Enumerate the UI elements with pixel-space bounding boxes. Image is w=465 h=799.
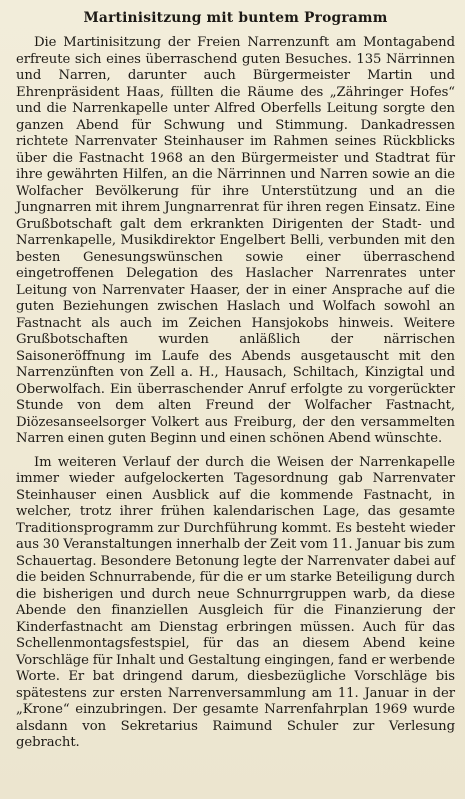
article-paragraph-1: Die Martinisitzung der Freien Narrenzunft am Montagabend erfreute sich eines überraschend guten Besuches. 135 Närrinnen und Narren, darunter auch Bürgermeister Martin und Ehrenpräsident Haas, füllten die Räume des „Zähringer Hofes“ und die Narrenkapelle unter Alfred Oberfells Leitung sorgte den ganzen Abend für Schwung und Stimmung. Dankadressen richtete Narrenvater Steinhauser im Rahmen seines Rückblicks über die Fastnacht 1968 an den Bürgermeister und Stadtrat für ihre gewährten Hilfen, an die Närrinnen und Narren sowie an die Wolfacher Bevölkerung für ihre Unterstützung und an die Jungnarren mit ihrem Jungnarrenrat für ihren regen Einsatz. Eine Grußbotschaft galt dem erkrankten Dirigenten der Stadt- und Narrenkapelle, Musikdirektor Engelbert Belli, verbunden mit den besten Genesungswünschen sowie einer überraschend eingetroffenen Delegation des Haslacher Narrenrates unter Leitung von Narrenvater Haaser, der in einer Ansprache auf die guten Beziehungen zwischen Haslach und Wolfach sowohl an Fastnacht als auch im Zeichen Hansjokobs hinweis. Weitere Grußbotschaften wurden anläßlich der närrischen Saisoneröffnung im Laufe des Abends ausgetauscht mit den Narrenzünften von Zell a. H., Hausach, Schiltach, Kinzigtal und Oberwolfach. Ein überraschender Anruf erfolgte zu vorgerückter Stunde von dem alten Freund der Wolfacher Fastnacht, Diözesanseelsorger Volkert aus Freiburg, der den versammelten Narren einen guten Beginn und einen schönen Abend wünschte. <box>16 35 455 446</box>
article-paragraph-2: Im weiteren Verlauf der durch die Weisen der Narrenkapelle immer wieder aufgelockerten Tagesordnung gab Narrenvater Steinhauser einen Ausblick auf die kommende Fastnacht, in welcher, trotz ihrer frühen kalendarischen Lage, das gesamte Traditionsprogramm zur Durchführung kommt. Es besteht wieder aus 30 Veranstaltungen innerhalb der Zeit vom 11. Januar bis zum Schauertag. Besondere Betonung legte der Narrenvater dabei auf die beiden Schnurrabende, für die er um starke Beteiligung durch die bisherigen und durch neue Schnurrgruppen warb, da diese Abende den finanziellen Ausgleich für die Finanzierung der Kinderfastnacht am Dienstag erbringen müssen. Auch für das Schellenmontagsfestspiel, für das an diesem Abend keine Vorschläge für Inhalt und Gestaltung eingingen, fand er werbende Worte. Er bat dringend darum, diesbezügliche Vorschläge bis spätestens zur ersten Narrenversammlung am 11. Januar in der „Krone“ einzubringen. Der gesamte Narrenfahrplan 1969 wurde alsdann von Sekretarius Raimund Schuler zur Verlesung gebracht. <box>16 454 455 750</box>
article-title: Martinisitzung mit buntem Programm <box>83 10 388 26</box>
